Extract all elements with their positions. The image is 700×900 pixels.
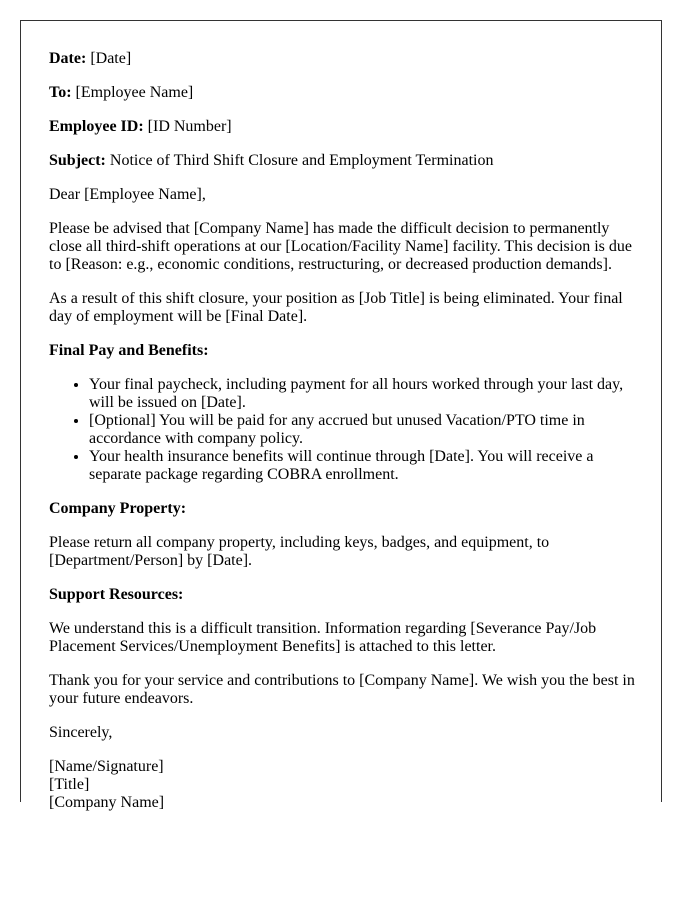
support-paragraph: We understand this is a difficult transition. Information regarding [Severance Pay/Job Placement Services/Unemployment Benefits] is attached to this letter. — [49, 620, 597, 655]
to-value: [Employee Name] — [75, 84, 194, 101]
list-item: • [Optional] You will be paid for any accrued but unused Vacation/PTO time in accordance with company policy. — [89, 412, 639, 448]
pay-list — [49, 376, 639, 484]
letter-content — [49, 50, 639, 812]
signature-block — [49, 758, 639, 812]
property-paragraph: Please return all company property, including keys, badges, and equipment, to [Department/Person] by [Date]. — [49, 534, 550, 569]
signature-company: [Company Name] — [49, 794, 165, 811]
date-label: Date: — [49, 50, 87, 67]
employee-id-label: Employee ID: — [49, 118, 144, 135]
result-paragraph: As a result of this shift closure, your position as [Job Title] is being eliminated. Your final day of employment will be [Final Date]. — [49, 290, 623, 325]
pay-heading — [49, 342, 639, 360]
property-heading-text: Company Property: — [49, 500, 187, 517]
thanks-paragraph: Thank you for your service and contributions to [Company Name]. We wish you the best in your future endeavors. — [49, 672, 635, 707]
signature-title: [Title] — [49, 776, 90, 793]
list-item: • Your final paycheck, including payment for all hours worked through your last day, will be issued on [Date]. — [89, 376, 639, 412]
list-item: • Your health insurance benefits will continue through [Date]. You will receive a separate package regarding COBRA enrollment. — [89, 448, 639, 484]
signature-name: [Name/Signature] — [49, 758, 164, 775]
date-line — [49, 50, 639, 68]
subject-value: Notice of Third Shift Closure and Employment Termination — [109, 152, 494, 169]
employee-id-line — [49, 118, 639, 136]
intro-paragraph: Please be advised that [Company Name] has made the difficult decision to permanently close all third-shift operations at our [Location/Facility Name] facility. This decision is due to [Reason: e.g., economic conditions, restructuring, or decreased production demands]. — [49, 220, 632, 273]
letter-page — [20, 20, 662, 811]
pay-heading-text: Final Pay and Benefits: — [49, 342, 209, 359]
salutation: Dear [Employee Name], — [49, 186, 206, 203]
to-line — [49, 84, 639, 102]
to-label: To: — [49, 84, 72, 101]
date-value: [Date] — [90, 50, 132, 67]
support-heading-text: Support Resources: — [49, 586, 184, 603]
property-heading — [49, 500, 639, 518]
support-heading — [49, 586, 639, 604]
subject-label: Subject: — [49, 152, 106, 169]
employee-id-value: [ID Number] — [147, 118, 232, 135]
closing: Sincerely, — [49, 724, 113, 741]
subject-line — [49, 152, 639, 170]
